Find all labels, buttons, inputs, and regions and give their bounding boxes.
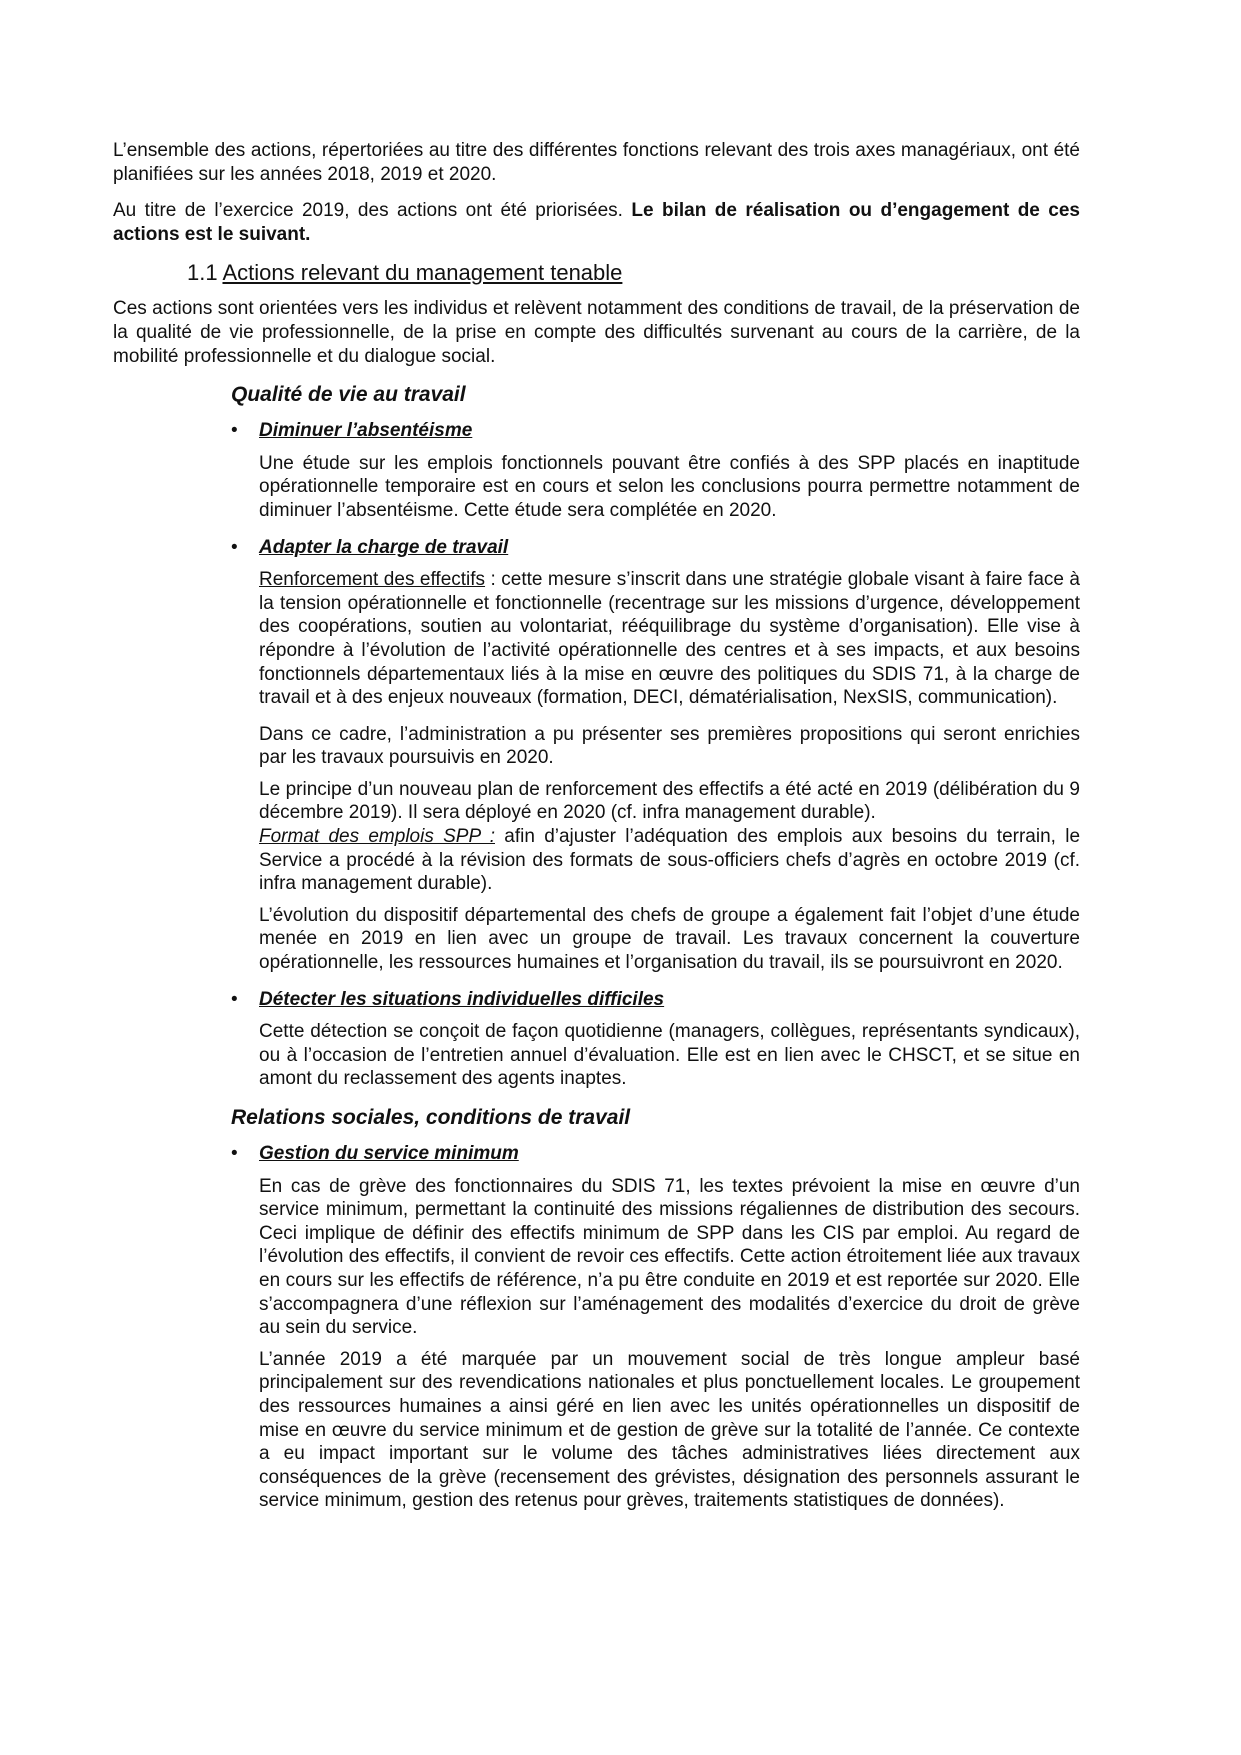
intro-paragraph-1: L’ensemble des actions, répertoriées au titre des différentes fonctions relevant des trois axes managériaux, ont été planifiées sur les années 2018, 2019 et 2020. — [113, 140, 1080, 185]
bullet-icon: • — [231, 536, 238, 558]
intro-paragraph-2 — [113, 199, 1080, 246]
paragraph: Cette détection se conçoit de façon quotidienne (managers, collègues, représentants syndicaux), ou à l’occasion de l’entretien annuel d’évaluation. Elle est en lien avec le CHSCT, et se situe en amont du reclassement des agents inaptes. — [259, 1021, 1080, 1090]
item-title-minimum-service: Gestion du service minimum — [259, 1143, 519, 1164]
paragraph-lead: Format des emplois SPP : — [259, 826, 495, 848]
paragraph-text: afin d’ajuster l’adéquation des emplois aux besoins du terrain, le Service a procédé à la révision des formats de sous-officiers chefs d’agrès en octobre 2019 (cf. infra management durable). — [259, 826, 1081, 895]
subsection-heading-qvt: Qualité de vie au travail — [231, 383, 466, 407]
list-item-absenteeism — [231, 419, 1080, 522]
list-item-title — [231, 1142, 1080, 1166]
section-heading — [187, 259, 1080, 287]
intro-paragraph-2-text: Au titre de l’exercice 2019, des actions ont été priorisées. — [113, 200, 632, 222]
list-item-title — [231, 536, 1080, 560]
bullet-icon: • — [231, 420, 238, 442]
paragraph: En cas de grève des fonctionnaires du SDIS 71, les textes prévoient la mise en œuvre d’un service minimum, permettant la continuité des missions régaliennes de distribution des secours. Ceci implique de définir des effectifs minimum de SPP dans les CIS par emploi. Au regard de l’évolution des effectifs, il convient de revoir ces effectifs. Cette action étroitement liée aux travaux en cours sur les effectifs de référence, n’a pu être conduite en 2019 et est reportée sur 2020. Elle s’accompagnera d’une réflexion sur l’aménagement des modalités d’exercice du droit de grève au sein du service. — [259, 1175, 1080, 1339]
section-title: Actions relevant du management tenable — [222, 260, 623, 286]
paragraph — [259, 568, 1080, 710]
subsection-heading-relations: Relations sociales, conditions de travail — [231, 1106, 631, 1129]
item-title-workload: Adapter la charge de travail — [259, 536, 509, 558]
list-item-title — [231, 988, 1080, 1012]
section-number: 1.1 — [187, 260, 223, 286]
list-item-title — [231, 419, 1080, 443]
paragraph: Dans ce cadre, l’administration a pu présenter ses premières propositions qui seront enrichies par les travaux poursuivis en 2020. — [259, 723, 1080, 769]
intro-paragraph-2-bold: Le bilan de réalisation ou d’engagement de ces actions est le suivant. — [113, 200, 1080, 245]
paragraph: Une étude sur les emplois fonctionnels pouvant être confiés à des SPP placés en inaptitude opérationnelle temporaire est en cours et selon les conclusions pourra permettre notamment de diminuer l’absentéisme. Cette étude sera complétée en 2020. — [259, 452, 1080, 521]
section-intro: Ces actions sont orientées vers les individus et relèvent notamment des conditions de travail, de la préservation de la qualité de vie professionnelle, de la prise en compte des difficultés survenant au cours de la carrière, de la mobilité professionnelle et du dialogue social. — [113, 298, 1080, 367]
list-item-difficult-situations — [231, 988, 1080, 1091]
document-body — [113, 139, 1080, 1526]
bullet-icon: • — [231, 1143, 238, 1164]
item-title-absenteeism: Diminuer l’absentéisme — [259, 420, 473, 442]
list-item-workload — [231, 536, 1080, 975]
list-item-body — [259, 452, 1080, 523]
paragraph — [259, 825, 1080, 896]
list-item-body — [259, 568, 1080, 975]
bullet-icon: • — [231, 988, 238, 1010]
list-item-body — [259, 1020, 1080, 1091]
paragraph-lead: Renforcement des effectifs — [259, 569, 486, 591]
list-item-body — [259, 1175, 1080, 1513]
paragraph-text: : cette mesure s’inscrit dans une stratégie globale visant à faire face à la tension opérationnelle et fonctionnelle (recentrage sur les missions d’urgence, développement des coopérations, soutien au volontariat, rééquilibrage du système d’organisation). Elle vise à répondre à l’évolution de l’activité opérationnelle des centres et à ses impacts, et aux besoins fonctionnels départementaux liés à la mise en œuvre des politiques du SDIS 71, à la charge de travail et à des enjeux nouveaux (formation, DECI, dématérialisation, NexSIS, communication). — [259, 569, 1081, 709]
paragraph: L’année 2019 a été marquée par un mouvement social de très longue ampleur basé principalement sur des revendications nationales et plus ponctuellement locales. Le groupement des ressources humaines a ainsi géré en lien avec les unités opérationnelles un dispositif de mise en œuvre du service minimum et de gestion de grève sur la totalité de l’année. Ce contexte a eu impact important sur le volume des tâches administratives liées directement aux conséquences de la grève (recensement des grévistes, désignation des personnels assurant le service minimum, gestion des retenus pour grèves, traitements statistiques de données). — [259, 1348, 1080, 1512]
paragraph: Le principe d’un nouveau plan de renforcement des effectifs a été acté en 2019 (délibération du 9 décembre 2019). Il sera déployé en 2020 (cf. infra management durable). — [259, 778, 1080, 824]
item-title-difficult-situations: Détecter les situations individuelles difficiles — [259, 988, 665, 1010]
list-item-minimum-service — [231, 1142, 1080, 1513]
paragraph: L’évolution du dispositif départemental des chefs de groupe a également fait l’objet d’une étude menée en 2019 en lien avec un groupe de travail. Les travaux concernent la couverture opérationnelle, les ressources humaines et l’organisation du travail, ils se poursuivront en 2020. — [259, 904, 1080, 974]
